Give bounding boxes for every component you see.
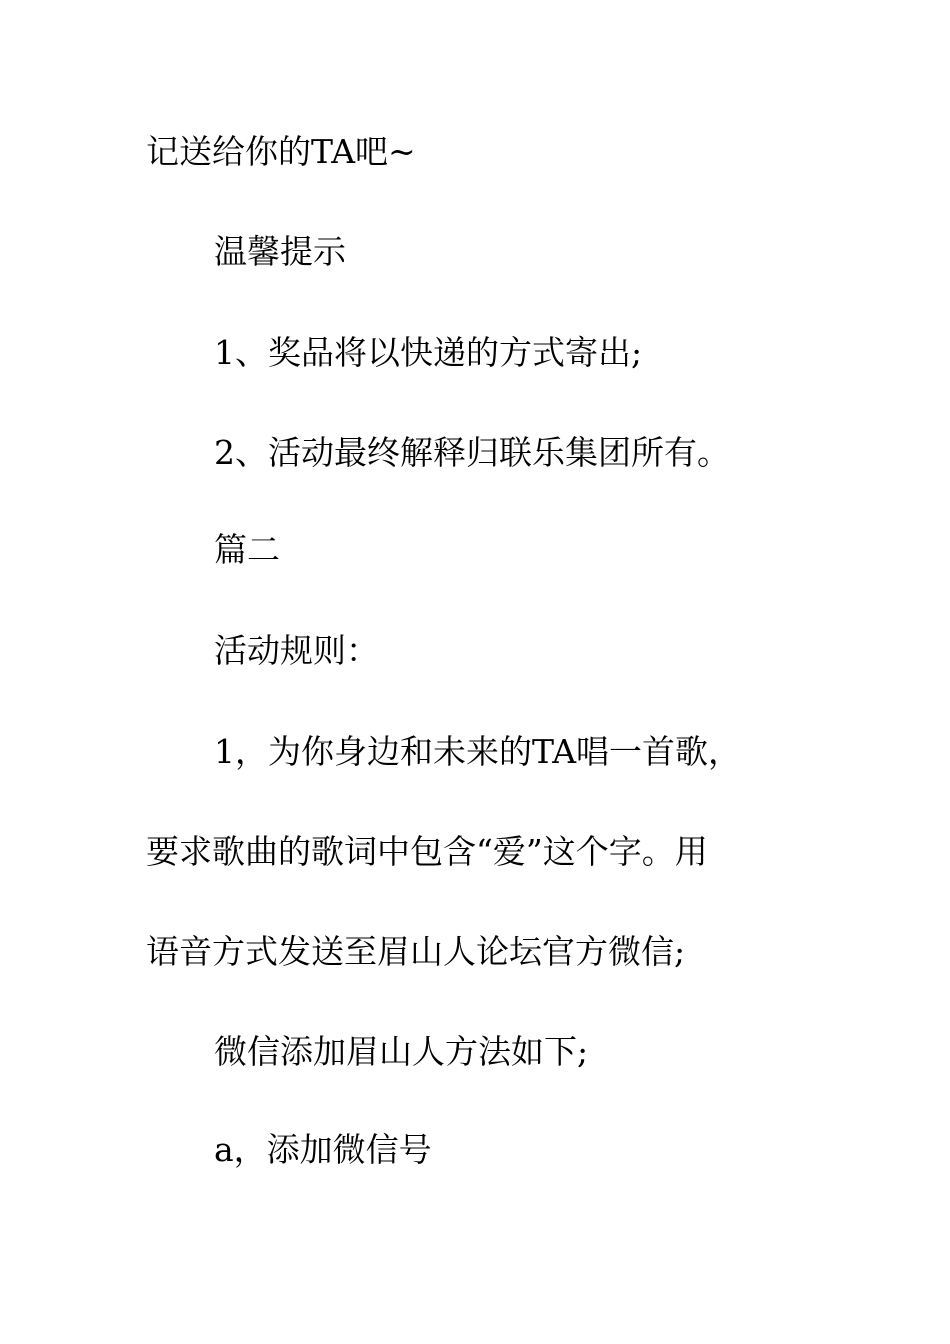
paragraph-line: 1，为你身边和未来的TA唱一首歌， bbox=[214, 732, 742, 771]
paragraph-line: 语音方式发送至眉山人论坛官方微信; bbox=[146, 932, 686, 971]
paragraph-line: 2、活动最终解释归联乐集团所有。 bbox=[214, 433, 730, 472]
paragraph-line: 1、奖品将以快递的方式寄出; bbox=[214, 333, 643, 372]
section-heading: 活动规则： bbox=[214, 631, 379, 670]
paragraph-line: 要求歌曲的歌词中包含“爱”这个字。用 bbox=[146, 832, 708, 871]
paragraph-line: 记送给你的TA吧~ bbox=[146, 132, 416, 171]
section-heading: 温馨提示 bbox=[214, 232, 346, 271]
paragraph-line: 微信添加眉山人方法如下; bbox=[214, 1032, 589, 1071]
section-heading: 篇二 bbox=[214, 530, 280, 569]
paragraph-line: a，添加微信号 bbox=[214, 1130, 432, 1169]
